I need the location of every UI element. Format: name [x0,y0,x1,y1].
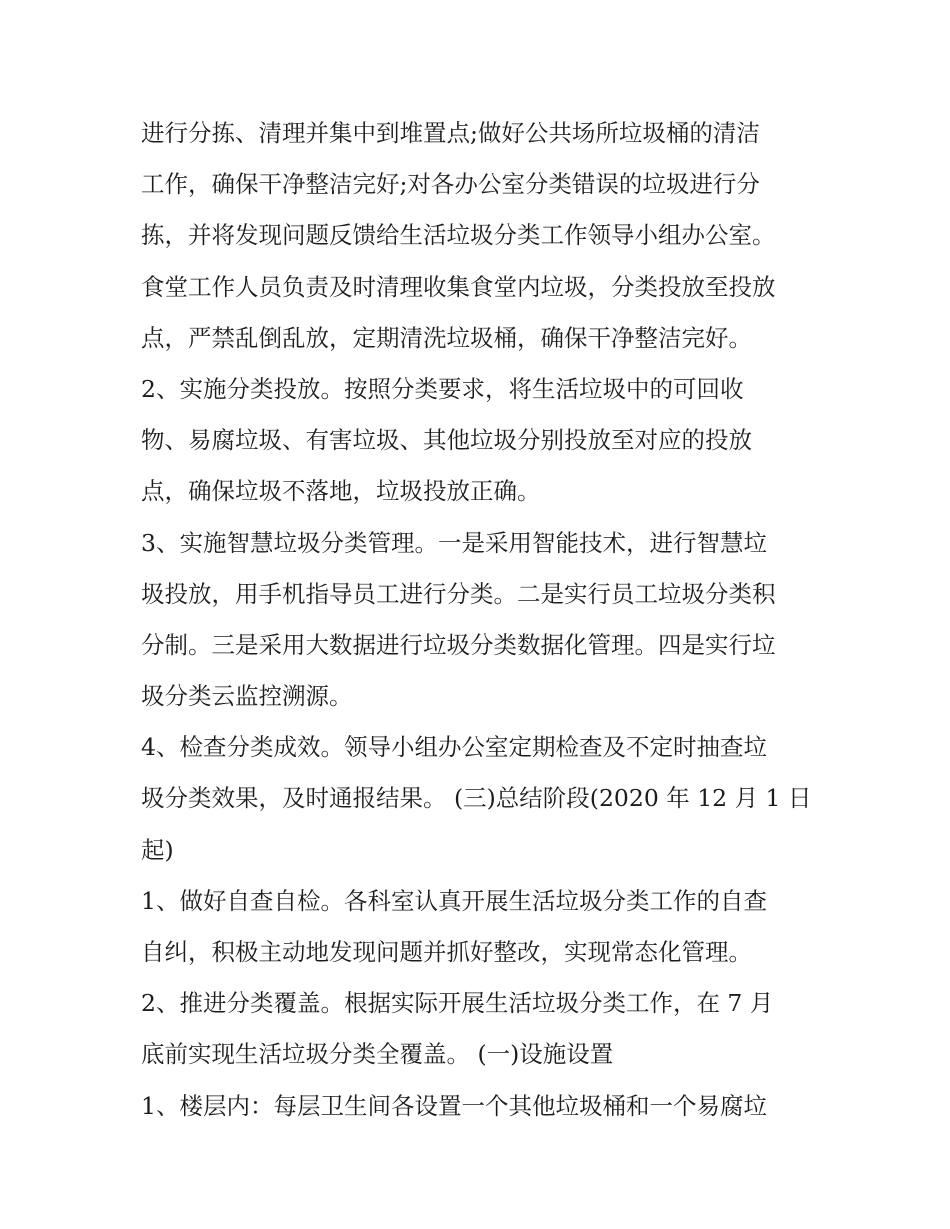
text-line: 起) [141,835,174,864]
text-line: 自纠，积极主动地发现问题并抓好整改，实现常态化管理。 [141,938,752,966]
text-line: 1、做好自查自检。各科室认真开展生活垃圾分类工作的自查 [141,886,767,915]
text-line: 底前实现生活垃圾分类全覆盖。 (一)设施设置 [141,1040,614,1069]
text-line: 工作，确保干净整洁完好;对各办公室分类错误的垃圾进行分 [141,170,760,199]
text-line: 物、易腐垃圾、有害垃圾、其他垃圾分别投放至对应的投放 [141,426,752,455]
text-line: 圾分类云监控溯源。 [141,682,353,711]
text-line: 圾投放，用手机指导员工进行分类。二是实行员工垃圾分类积 [141,579,776,608]
text-line: 点，确保垃圾不落地，垃圾投放正确。 [141,477,541,506]
text-line: 1、楼层内：每层卫生间各设置一个其他垃圾桶和一个易腐垃 [141,1091,767,1120]
text-line: 3、实施智慧垃圾分类管理。一是采用智能技术，进行智慧垃 [141,528,767,557]
text-line: 食堂工作人员负责及时清理收集食堂内垃圾，分类投放至投放 [141,272,776,301]
text-line: 2、推进分类覆盖。根据实际开展生活垃圾分类工作，在 7 月 [141,989,774,1018]
text-line: 进行分拣、清理并集中到堆置点;做好公共场所垃圾桶的清洁 [141,119,760,147]
text-line: 点，严禁乱倒乱放，定期清洗垃圾桶，确保干净整洁完好。 [141,323,752,352]
text-line: 4、检查分类成效。领导小组办公室定期检查及不定时抽查垃 [141,733,767,762]
document-body [141,108,813,1132]
text-line: 圾分类效果，及时通报结果。 (三)总结阶段(2020 年 12 月 1 日 [141,784,812,813]
text-line: 2、实施分类投放。按照分类要求，将生活垃圾中的可回收 [141,374,744,403]
text-line: 分制。三是采用大数据进行垃圾分类数据化管理。四是实行垃 [141,630,776,659]
text-line: 拣，并将发现问题反馈给生活垃圾分类工作领导小组办公室。 [141,221,776,250]
